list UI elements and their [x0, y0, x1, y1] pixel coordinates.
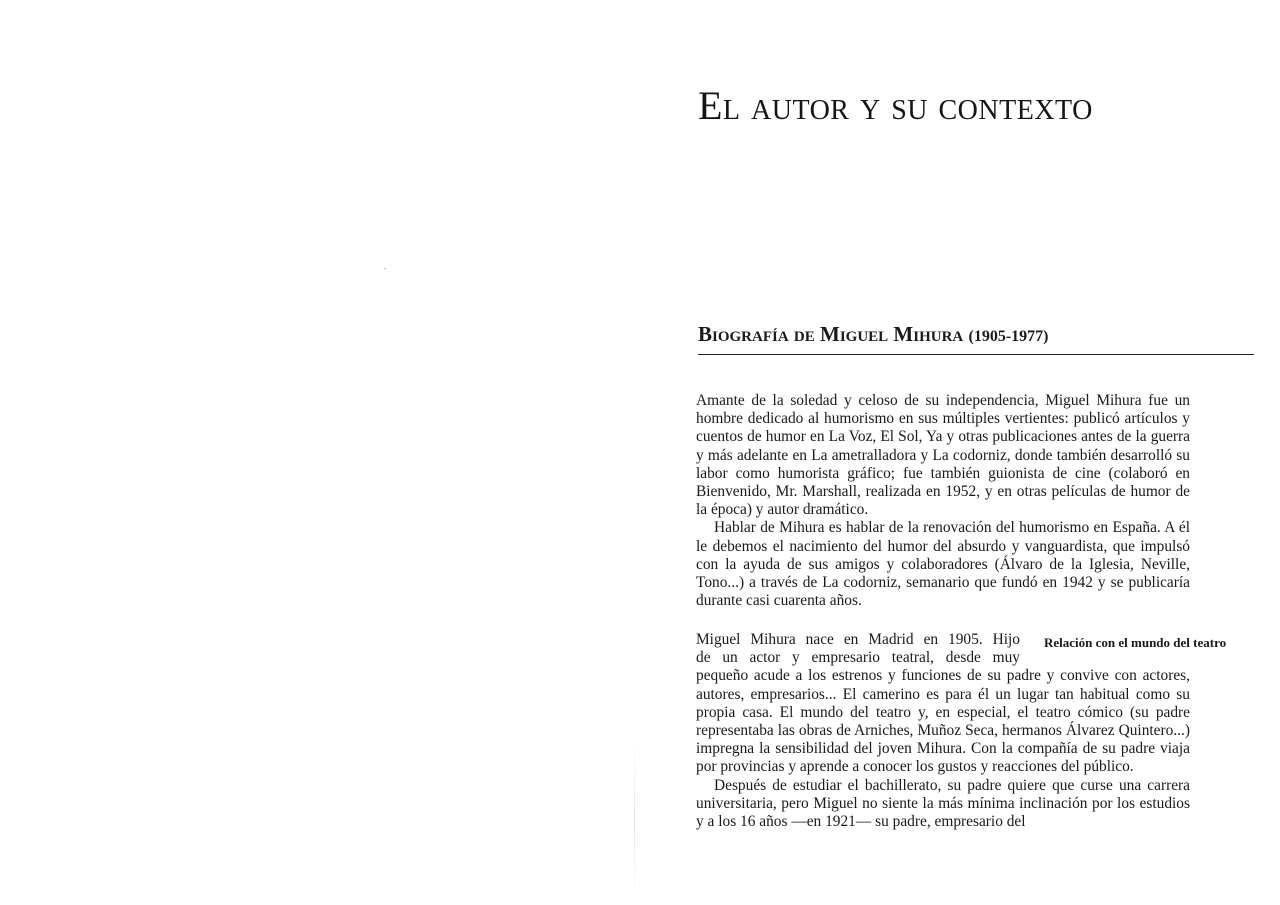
- chapter-title: El autor y su contexto: [698, 83, 1093, 128]
- intro-text-block: [696, 392, 1190, 610]
- paragraph-3-line-1: Miguel Mihura nace en Madrid en 1905. Hijo: [696, 631, 1020, 648]
- biography-text-block: [696, 631, 1190, 831]
- page-gutter: [634, 740, 635, 900]
- paragraph-3-rest: pequeño acude a los estrenos y funciones de su padre y convive con actores, autores, empresarios... El camerino es para él un lugar tan habitual como su propia casa. El mundo del teatro y, en especial, el teatro cómico (su padre representaba las obras de Arniches, Muñoz Seca, hermanos Álvarez Quintero...) impregna la sensibilidad del joven Mihura. Con la compañía de su padre viaja por provincias y aprende a conocer los gustos y reacciones del público.: [696, 667, 1190, 776]
- paragraph-2: Hablar de Mihura es hablar de la renovación del humorismo en España. A él le debemos el nacimiento del humor del absurdo y vanguardista, que impulsó con la ayuda de sus amigos y colaboradores (Álvaro de la Iglesia, Neville, Tono...) a través de La codorniz, semanario que fundó en 1942 y se publicaría durante casi cuarenta años.: [696, 519, 1190, 610]
- margin-note: Relación con el mundo del teatro: [1044, 635, 1227, 650]
- paragraph-4: Después de estudiar el bachillerato, su padre quiere que curse una carrera universitaria, pero Miguel no siente la más mínima inclinación por los estudios y a los 16 años —en 1921— su padre, empresario del: [696, 776, 1190, 831]
- section-heading-text: Biografía de Miguel Mihura: [698, 322, 964, 346]
- blank-left-page: [0, 0, 636, 905]
- section-heading-years: (1905-1977): [968, 328, 1049, 345]
- paragraph-3: [696, 631, 1190, 777]
- paragraph-1: Amante de la soledad y celoso de su independencia, Miguel Mihura fue un hombre dedicado al humorismo en sus múltiples vertientes: publicó artículos y cuentos de humor en La Voz, El Sol, Ya y otras publicaciones antes de la guerra y más adelante en La ametralladora y La codorniz, donde también desarrolló su labor como humorista gráfico; fue también guionista de cine (colaboró en Bienvenido, Mr. Marshall, realizada en 1952, y en otras películas de humor de la época) y autor dramático.: [696, 392, 1190, 519]
- section-heading: [698, 322, 1254, 355]
- paper-speck: [384, 268, 386, 269]
- paragraph-3-line-2: de un actor y empresario teatral, desde muy: [696, 649, 1020, 667]
- right-page: [636, 0, 1280, 905]
